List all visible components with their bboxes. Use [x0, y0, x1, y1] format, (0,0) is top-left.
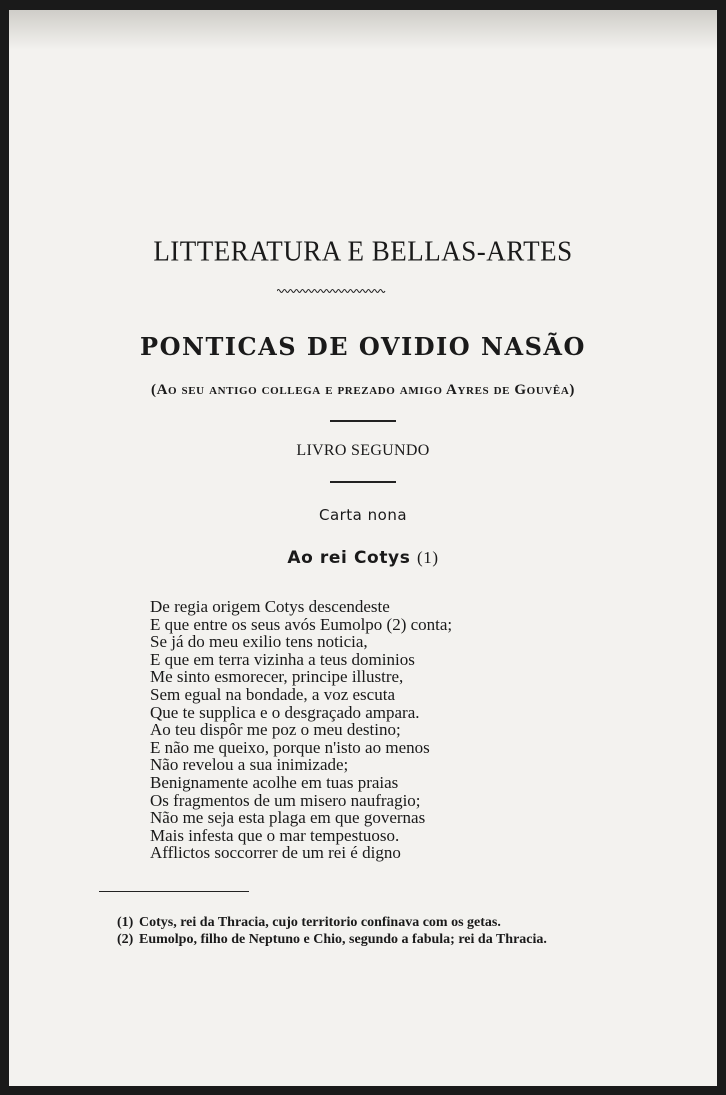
divider-rule — [330, 420, 396, 422]
poem-line: Os fragmentos de um misero naufragio; — [150, 790, 421, 810]
poem-title: PONTICAS DE OVIDIO NASÃO — [140, 332, 586, 361]
poem-line: Sem egual na bondade, a voz escuta — [150, 684, 395, 704]
footnote-text: Eumolpo, filho de Neptuno e Chio, segundo a fabula; rei da Thracia. — [139, 932, 547, 947]
poem-line: Mais infesta que o mar tempestuoso. — [150, 825, 400, 845]
footnote-rule — [99, 891, 249, 892]
poem-line: De regia origem Cotys descendeste — [150, 597, 390, 616]
book-heading: LIVRO SEGUNDO — [296, 442, 430, 459]
section-heading: LITTERATURA E BELLAS-ARTES — [153, 235, 573, 267]
poem-line: E não me queixo, porque n'isto ao menos — [150, 737, 430, 757]
poem-line: Benignamente acolhe em tuas praias — [150, 772, 399, 792]
addressee-text: Ao rei Cotys — [287, 548, 411, 568]
footnote — [117, 914, 547, 931]
wavy-ornament — [277, 288, 387, 294]
footnote-marker: (1) — [117, 915, 134, 930]
poem-line: E que entre os seus avós Eumolpo (2) conta; — [150, 614, 453, 634]
footnote — [117, 931, 547, 948]
footnotes — [117, 914, 547, 948]
poem-line: Afflictos soccorrer de um rei é digno — [150, 843, 401, 863]
poem-line: Ao teu dispôr me poz o meu destino; — [150, 720, 401, 740]
footnote-reference: (1) — [417, 548, 439, 567]
footnote-marker: (2) — [117, 932, 134, 947]
divider-rule — [330, 481, 396, 483]
addressee-heading — [9, 548, 717, 568]
poem-line: E que em terra vizinha a teus dominios — [150, 649, 415, 669]
dedication: (Ao seu antigo collega e prezado amigo Ayres de Gouvêa) — [150, 382, 575, 398]
poem-line: Que te supplica e o desgraçado ampara. — [150, 702, 420, 722]
scan-edge-shadow — [9, 10, 717, 50]
letter-heading: Carta nona — [318, 506, 408, 524]
poem-body — [150, 598, 452, 862]
poem-line: Me sinto esmorecer, principe illustre, — [150, 667, 404, 687]
footnote-text: Cotys, rei da Thracia, cujo territorio confinava com os getas. — [139, 915, 501, 930]
poem-line: Não me seja esta plaga em que governas — [150, 808, 426, 828]
poem-line: Não revelou a sua inimizade; — [150, 755, 349, 775]
poem-line: Se já do meu exilio tens noticia, — [150, 632, 368, 652]
book-page — [9, 10, 717, 1086]
